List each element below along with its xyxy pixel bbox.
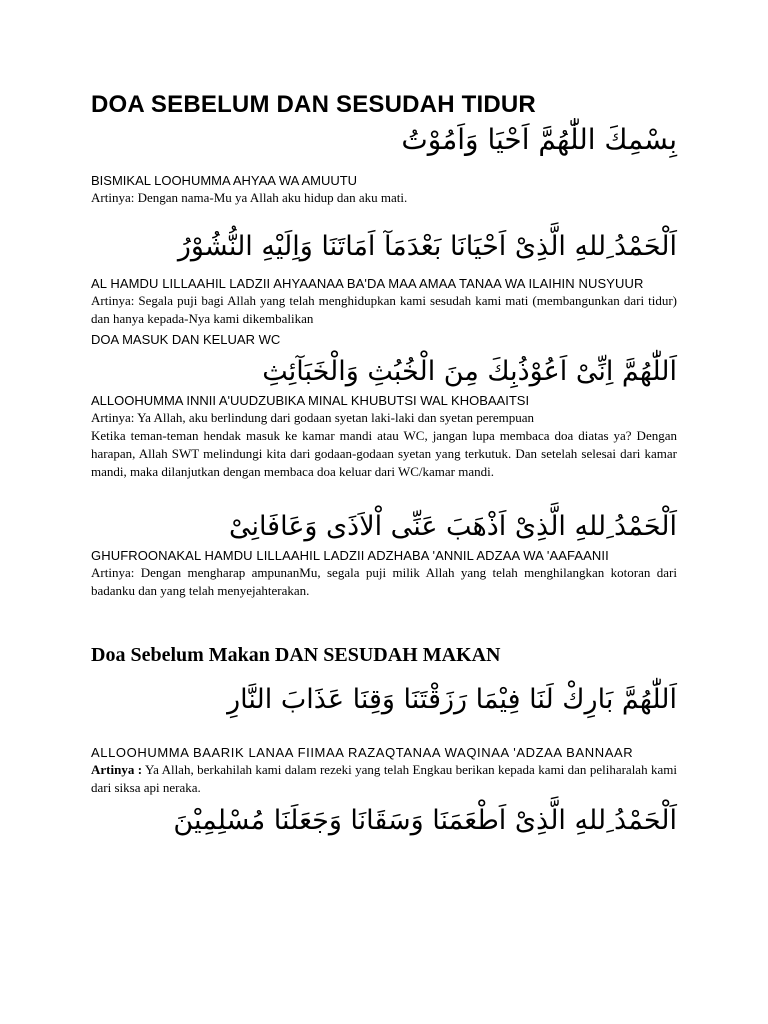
artinya-doa-masuk-wc: Artinya: Ya Allah, aku berlindung dari godaan syetan laki-laki dan syetan perempuan (91, 410, 534, 425)
arabic-doa-sesudah-makan: اَلْحَمْدُ ِللهِ الَّذِىْ اَطْعَمَنَا وَسَقَانَا وَجَعَلَنَا مُسْلِمِيْنَ (173, 805, 677, 836)
note-doa-wc: Ketika teman-teman hendak masuk ke kamar mandi atau WC, jangan lupa membaca doa diatas ya? Dengan harapan, Allah SWT melindungi kita dari godaan-godaan syetan yang terkutuk. Dan setelah selesai dari kamar mandi, maka dilanjutkan dengan membaca doa keluar dari WC/kamar mandi. (91, 428, 677, 479)
artinya-text: Ya Allah, berkahilah kami dalam rezeki yang telah Engkau berikan kepada kami dan peliharalah kami dari siksa api neraka. (91, 762, 677, 795)
latin-doa-keluar-wc: GHUFROONAKAL HAMDU LILLAAHIL LADZII ADZHABA 'ANNIL ADZAA WA 'AAFAANII (91, 548, 609, 563)
artinya-doa-sesudah-tidur: Artinya: Segala puji bagi Allah yang telah menghidupkan kami sesudah kami mati (membangunkan dari tidur) dan hanya kepada-Nya kami dikembalikan (91, 293, 677, 326)
artinya-doa-keluar-wc: Artinya: Dengan mengharap ampunanMu, segala puji milik Allah yang telah menghilangkan kotoran dari badanku dan yang telah menyejahterakan. (91, 565, 677, 598)
artinya-label: Artinya : (91, 762, 143, 777)
arabic-doa-keluar-wc: اَلْحَمْدُ ِللهِ الَّذِىْ اَذْهَبَ عَنِّى اْلاَذَى وَعَافَانِىْ (228, 511, 677, 542)
latin-doa-sebelum-tidur: BISMIKAL LOOHUMMA AHYAA WA AMUUTU (91, 173, 358, 188)
latin-doa-sesudah-tidur: AL HAMDU LILLAAHIL LADZII AHYAANAA BA'DA MAA AMAA TANAA WA ILAIHIN NUSYUUR (91, 276, 644, 291)
arabic-doa-masuk-wc: اَللّٰهُمَّ اِنِّىْ اَعُوْذُبِكَ مِنَ الْخُبُثِ وَالْخَبَآئِثِ (262, 356, 677, 387)
document-page (91, 90, 677, 841)
artinya-doa-sebelum-tidur: Artinya: Dengan nama-Mu ya Allah aku hidup dan aku mati. (91, 190, 408, 205)
artinya-doa-sebelum-makan (91, 761, 677, 797)
latin-doa-sebelum-makan: ALLOOHUMMA BAARIK LANAA FIIMAA RAZAQTANAA WAQINAA 'ADZAA BANNAAR (91, 745, 634, 760)
heading-doa-wc: DOA MASUK DAN KELUAR WC (91, 332, 281, 347)
heading-doa-makan: Doa Sebelum Makan DAN SESUDAH MAKAN (91, 644, 501, 666)
arabic-doa-sebelum-tidur: بِسْمِكَ اللّٰهُمَّ اَحْيَا وَاَمُوْتُ (401, 123, 677, 156)
arabic-doa-sebelum-makan: اَللّٰهُمَّ بَارِكْ لَنَا فِيْمَا رَزَقْتَنَا وَقِنَا عَذَابَ النَّارِ (227, 684, 677, 715)
latin-doa-masuk-wc: ALLOOHUMMA INNII A'UUDZUBIKA MINAL KHUBUTSI WAL KHOBAAITSI (91, 393, 530, 408)
arabic-doa-sesudah-tidur: اَلْحَمْدُ ِللهِ الَّذِىْ اَحْيَانَا بَعْدَمَآ اَمَاتَنَا وَاِلَيْهِ النُّشُوْرُ (177, 231, 677, 262)
page-title: DOA SEBELUM DAN SESUDAH TIDUR (91, 91, 536, 118)
